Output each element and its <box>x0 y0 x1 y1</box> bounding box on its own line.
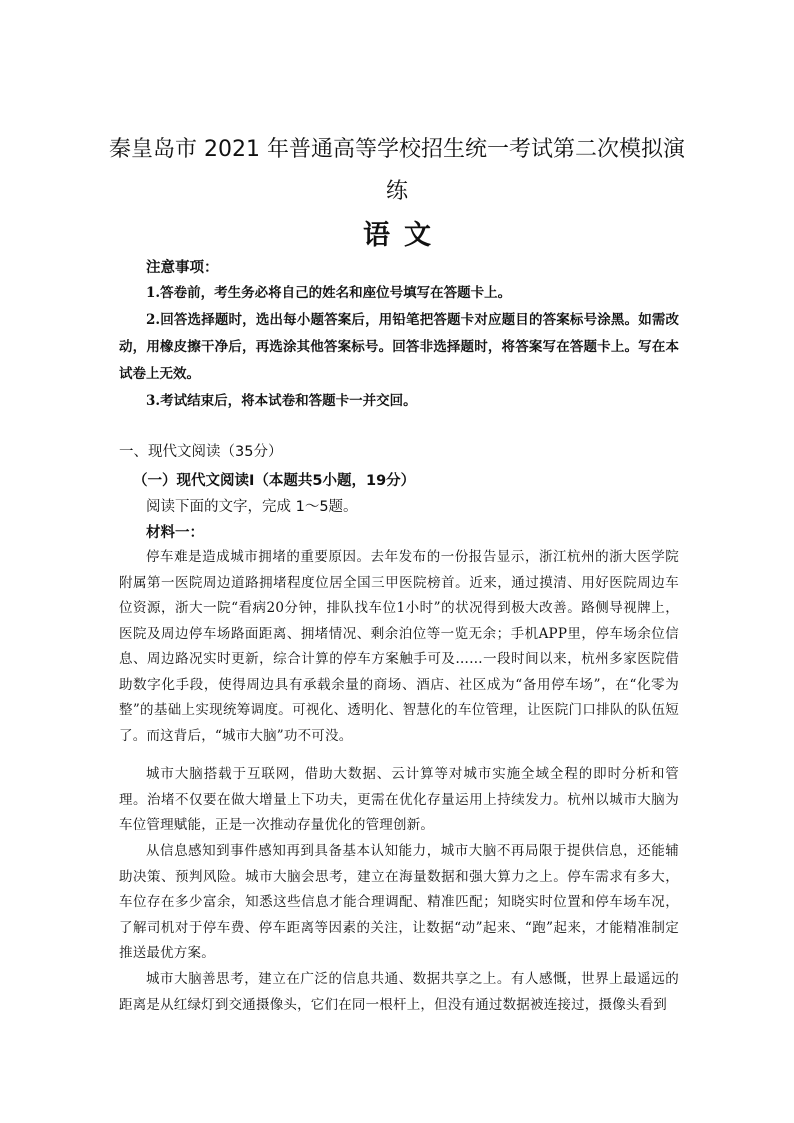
subsection-title: （一）现代文阅读Ⅰ（本题共5小题，19分） <box>133 473 416 489</box>
subject-title: 语文 <box>363 220 445 251</box>
material-paragraph-3: 从信息感知到事件感知再到具备基本认知能力，城市大脑不再局限于提供信息，还能辅助决策、预判风险。城市大脑会思考，建立在海量数据和强大算力之上。停车需求有多大，车位存在多少富余，知悉这些信息才能合理调配、精准匹配；知晓实时位置和停车场车况，了解司机对于停车费、停车距离等因素的关注，让数据“动”起来、“跑”起来，才能精准制定推送最优方案。 <box>119 843 679 961</box>
material-paragraph-4: 城市大脑善思考，建立在广泛的信息共通、数据共享之上。有人感慨，世界上最遥远的距离是从红绿灯到交通摄像头，它们在同一根杆上，但没有通过数据被连接过，摄像头看到 <box>119 971 679 1013</box>
notice-item-3: 3.考试结束后，将本试卷和答题卡一并交回。 <box>146 393 417 409</box>
notice-item-2: 2.回答选择题时，选出每小题答案后，用铅笔把答题卡对应题目的答案标号涂黑。如需改动，用橡皮擦干净后，再选涂其他答案标号。回答非选择题时，将答案写在答题卡上。写在本试卷上无效。 <box>119 312 679 382</box>
material-heading: 材料一： <box>146 525 204 541</box>
notice-item-1: 1.答卷前，考生务必将自己的姓名和座位号填写在答题卡上。 <box>146 285 512 301</box>
material-paragraph-2: 城市大脑搭载于互联网，借助大数据、云计算等对城市实施全域全程的即时分析和管理。治堵不仅要在做大增量上下功夫，更需在优化存量运用上持续发力。杭州以城市大脑为车位管理赋能，正是一次推动存量优化的管理创新。 <box>119 766 679 833</box>
exam-title-line-2: 练 <box>385 179 408 204</box>
notice-heading: 注意事项： <box>146 260 219 276</box>
reading-instruction: 阅读下面的文字，完成 1～5题。 <box>146 499 358 515</box>
material-paragraph-1: 停车难是造成城市拥堵的重要原因。去年发布的一份报告显示，浙江杭州的浙大医学院附属第一医院周边道路拥堵程度位居全国三甲医院榜首。近来，通过摸清、用好医院周边车位资源，浙大一院“看病20分钟，排队找车位1小时”的状况得到极大改善。路侧导视牌上，医院及周边停车场路面距离、拥堵情况、剩余泊位等一览无余；手机APP里，停车场余位信息、周边路况实时更新，综合计算的停车方案触手可及……一段时间以来，杭州多家医院借助数字化手段，使得周边具有承载余量的商场、酒店、社区成为“备用停车场”，在“化零为整”的基础上实现统筹调度。可视化、透明化、智慧化的车位管理，让医院门口排队的队伍短了。而这背后，“城市大脑”功不可没。 <box>119 549 679 744</box>
exam-title-line-1: 秦皇岛市 2021 年普通高等学校招生统一考试第二次模拟演 <box>109 137 685 162</box>
section-title: 一、现代文阅读（35分） <box>119 444 283 460</box>
